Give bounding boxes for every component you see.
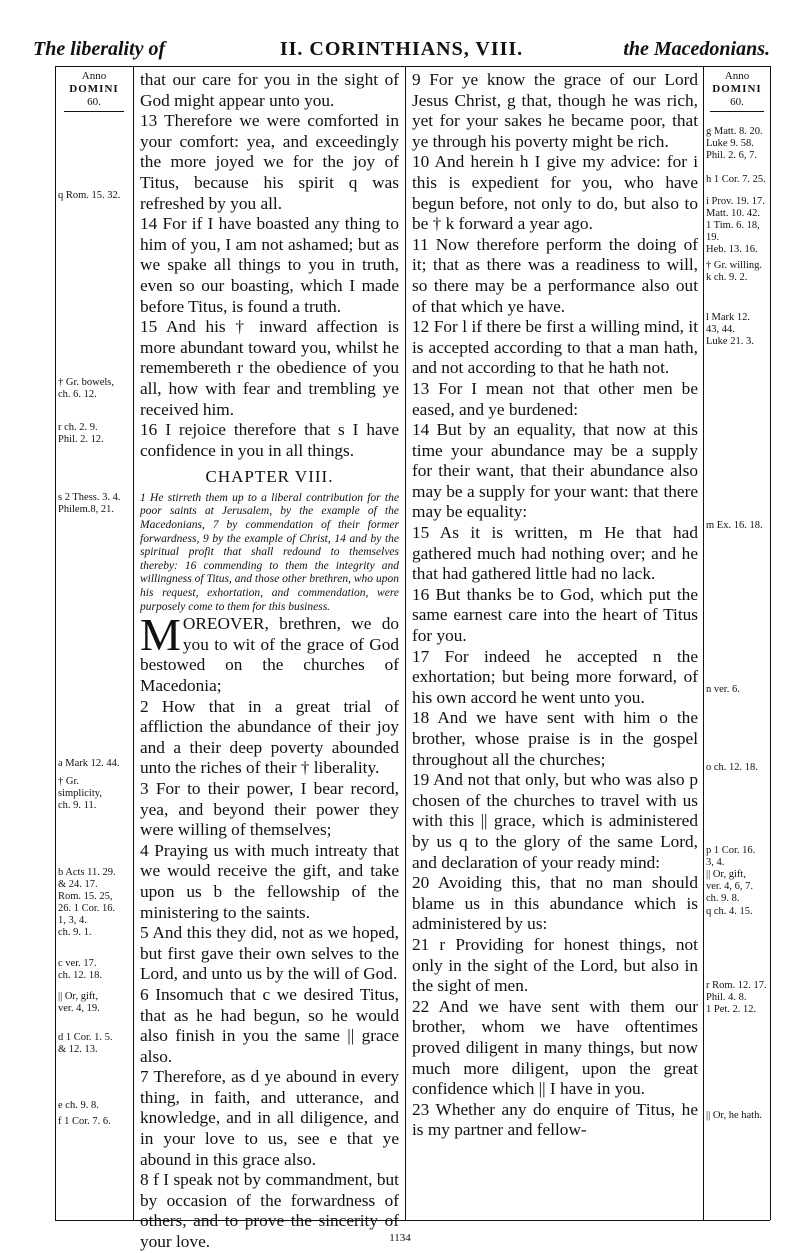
year-label: 60. — [730, 96, 744, 108]
verse: 8 f I speak not by commandment, but by occasion of the forwardness of others, and to prove the sincerity of your love. — [140, 1170, 399, 1252]
verse: 17 For indeed he accepted n the exhortation; but being more forward, of his own accord he went unto you. — [412, 646, 698, 707]
margin-note: † Gr. simplicity, ch. 9. 11. — [58, 776, 102, 811]
text-column-left — [140, 70, 399, 1253]
anno-label: Anno — [81, 70, 107, 82]
text-column-right — [412, 70, 698, 1141]
margin-note: q ch. 4. 15. — [706, 906, 753, 917]
page-number: 1134 — [389, 1232, 411, 1244]
margin-note: d 1 Cor. 1. 5. & 12. 13. — [58, 1032, 113, 1055]
left-border — [55, 66, 56, 1220]
chapter-title: CHAPTER VIII. — [205, 467, 334, 487]
margin-note: e ch. 9. 8. — [58, 1100, 99, 1111]
margin-note: r Rom. 12. 17. Phil. 4. 8. 1 Pet. 2. 12. — [706, 980, 767, 1015]
left-margin-notes — [58, 70, 130, 1216]
header-left: The liberality of — [33, 38, 166, 60]
domini-label: DOMINI — [712, 83, 762, 95]
margin-note: g Matt. 8. 20. Luke 9. 58. Phil. 2. 6, 7. — [706, 126, 763, 161]
verse: 18 And we have sent with him o the brother, whose praise is in the gospel throughout all the churches; — [412, 708, 698, 769]
margin-note: q Rom. 15. 32. — [58, 190, 121, 201]
verse: 23 Whether any do enquire of Titus, he is my partner and fellow- — [412, 1099, 698, 1140]
anno-domini-right — [706, 70, 768, 112]
margin-note: p 1 Cor. 16. 3, 4. — [706, 845, 756, 868]
verse: 16 But thanks be to God, which put the same earnest care into the heart of Titus for you. — [412, 584, 698, 646]
verse: 9 For ye know the grace of our Lord Jesus Christ, g that, though he was rich, yet for your sakes he became poor, that ye through his poverty might be rich. — [412, 70, 698, 151]
header-right: the Macedonians. — [623, 38, 770, 60]
margin-note: s 2 Thess. 3. 4. Philem.8, 21. — [58, 492, 121, 515]
right-margin-divider — [703, 66, 704, 1220]
verse: 22 And we have sent with them our brother, whom we have oftentimes proved diligent in many things, but now much more diligent, upon the great confidence which || I have in you. — [412, 996, 698, 1099]
margin-note: k ch. 9. 2. — [706, 272, 748, 283]
right-margin-notes — [706, 70, 768, 1216]
verse — [140, 609, 399, 696]
header-rule — [55, 66, 770, 67]
verse: 7 Therefore, as d ye abound in every thing, in faith, and utterance, and knowledge, and in all diligence, and in your love to us, see e that ye abound in this grace also. — [140, 1067, 399, 1169]
verse: 20 Avoiding this, that no man should blame us in this abundance which is administered by us: — [412, 873, 698, 934]
margin-note: o ch. 12. 18. — [706, 762, 758, 773]
verse: 12 For l if there be first a willing mind, it is accepted according to that a man hath, and not according to that he hath not. — [412, 317, 698, 378]
left-margin-divider — [133, 66, 134, 1220]
verse: 14 But by an equality, that now at this time your abundance may be a supply for their want, that their abundance also may be a supply for your want: that there may be equality: — [412, 420, 698, 522]
column-divider — [405, 66, 406, 1220]
margin-note: l Mark 12. 43, 44. Luke 21. 3. — [706, 312, 754, 347]
verse: 10 And herein h I give my advice: for i this is expedient for you, who have begun before, not only to do, but also to be † k forward a year ago. — [412, 152, 698, 234]
verse: 11 Now therefore perform the doing of it; that as there was a readiness to will, so there may be a performance also out of that which ye have. — [412, 234, 698, 316]
margin-note: a Mark 12. 44. — [58, 758, 120, 769]
verse-1-text: OREOVER, brethren, we do you to wit of the grace of God bestowed on the churches of Macedonia; — [140, 614, 399, 695]
drop-cap: M — [140, 609, 181, 661]
verse: 3 For to their power, I bear record, yea, and beyond their power they were willing of themselves; — [140, 778, 399, 840]
verse: 2 How that in a great trial of affliction the abundance of their joy and a their deep poverty abounded unto the riches of their † liberality. — [140, 696, 399, 778]
anno-domini-left — [58, 70, 130, 112]
margin-note: f 1 Cor. 7. 6. — [58, 1116, 111, 1127]
margin-note: || Or, he hath. — [706, 1110, 762, 1121]
margin-note: b Acts 11. 29. & 24. 17. Rom. 15. 25, 26. 1 Cor. 16. 1, 3, 4. ch. 9. 1. — [58, 867, 116, 938]
verse: 14 For if I have boasted any thing to him of you, I am not ashamed; but as we spake all things to you in truth, even so our boasting, which I made before Titus, is found a truth. — [140, 214, 399, 316]
verse: that our care for you in the sight of God might appear unto you. — [140, 70, 399, 110]
margin-note: † Gr. willing. — [706, 260, 763, 271]
margin-note: || Or, gift, ver. 4, 6, 7. ch. 9. 8. — [706, 869, 753, 904]
verse: 4 Praying us with much intreaty that we would receive the gift, and take upon us b the fellowship of the ministering to the saints. — [140, 840, 399, 922]
header-center: II. CORINTHIANS, VIII. — [279, 38, 524, 60]
margin-note: i Prov. 19. 17. Matt. 10. 42. 1 Tim. 6. 18, 19. Heb. 13. 16. — [706, 196, 765, 255]
margin-note: c ver. 17. ch. 12. 18. — [58, 958, 103, 981]
margin-note: h 1 Cor. 7. 25. — [706, 174, 766, 185]
margin-note: † Gr. bowels, ch. 6. 12. — [58, 377, 114, 400]
verse: 15 And his † inward affection is more abundant toward you, whilst he remembereth r the obedience of you all, how with fear and trembling ye received him. — [140, 317, 399, 419]
verse: 15 As it is written, m He that had gathered much had nothing over; and he that had gathered little had no lack. — [412, 523, 698, 584]
verse: 21 r Providing for honest things, not only in the sight of the Lord, but also in the sight of men. — [412, 934, 698, 996]
verse: 6 Insomuch that c we desired Titus, that as he had begun, so he would also finish in you the same || grace also. — [140, 984, 399, 1066]
margin-note: || Or, gift, ver. 4, 19. — [58, 991, 100, 1014]
verse: 19 And not that only, but who was also p chosen of the churches to travel with us with this || grace, which is administered by us q to the glory of the same Lord, and declaration of your ready mind: — [412, 770, 698, 872]
verse: 13 Therefore we were comforted in your comfort: yea, and exceedingly the more joyed we for the joy of Titus, because his spirit q was refreshed by you all. — [140, 111, 399, 213]
domini-label: DOMINI — [69, 83, 119, 95]
margin-note: m Ex. 16. 18. — [706, 520, 763, 531]
verse: 16 I rejoice therefore that s I have confidence in you in all things. — [140, 420, 399, 460]
verse: 13 For I mean not that other men be eased, and ye burdened: — [412, 378, 698, 419]
anno-label: Anno — [724, 70, 750, 82]
year-label: 60. — [87, 96, 101, 108]
running-header — [33, 38, 770, 66]
margin-note: n ver. 6. — [706, 684, 740, 695]
chapter-summary: 1 He stirreth them up to a liberal contribution for the poor saints at Jerusalem, by the example of the Macedonians, 7 by commendation of their former forwardness, 9 by the example of Christ, 14 and by the spiritual profit that shall redound to themselves thereby: 16 commending to them the integrity and willingness of Titus, and those other brethren, who upon his request, exhortation, and commendation, were purposely come to them for this business. — [140, 491, 399, 613]
verse: 5 And this they did, not as we hoped, but first gave their own selves to the Lord, and unto us by the will of God. — [140, 923, 399, 984]
right-border — [770, 66, 771, 1220]
margin-note: r ch. 2. 9. Phil. 2. 12. — [58, 422, 104, 445]
